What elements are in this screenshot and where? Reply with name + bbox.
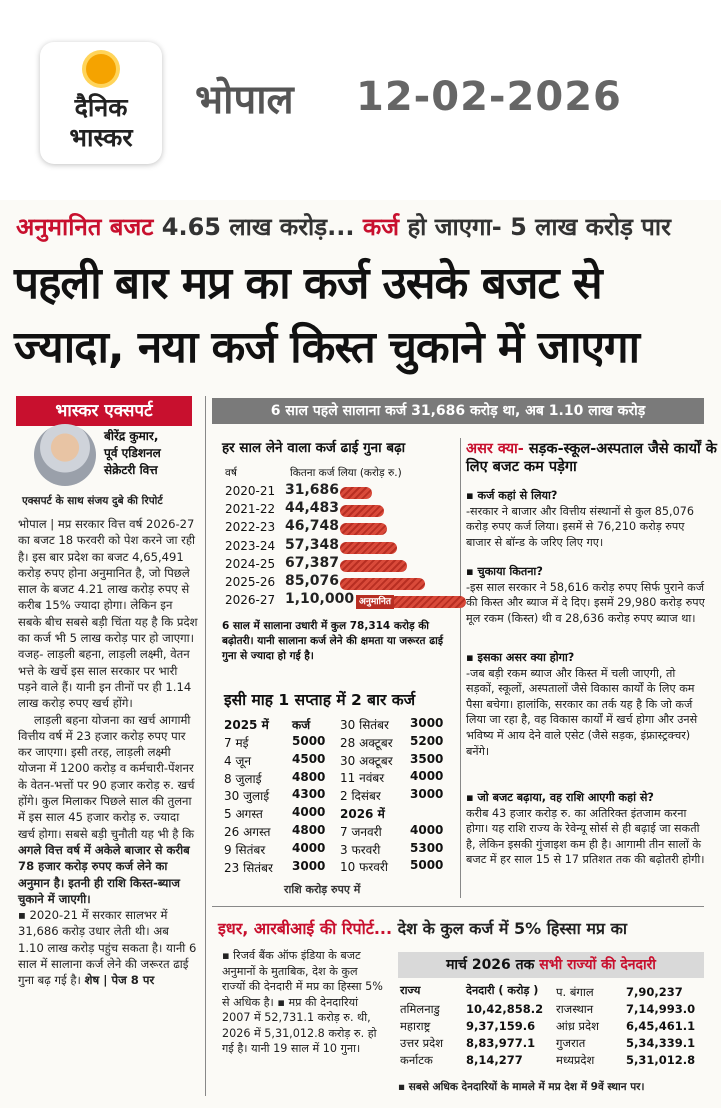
liability-footnote: ▪ सबसे अधिक देनदारियों के मामले में मप्र देश में 9वें स्थान पर। — [398, 1081, 645, 1093]
chart-value-label: 57,348 — [285, 536, 340, 553]
effect-head-red: असर क्या- — [466, 441, 524, 457]
chart-xlabel: वर्ष — [225, 467, 237, 479]
body-paragraph-2: लाड़ली बहना योजना का खर्च आगामी वित्तीय वर्ष में 23 हजार करोड़ रुपए पार कर जाएगा। इसी तरह, लाड़ली लक्ष्मी योजना में 1200 करोड़ व कर्मचारी-पेंशनर के वेतन-भत्तों पर 90 हजार करोड़ रु. खर्च होंगे। कुल मिलाकर पिछले साल की तुलना में इस साल 45 हजार करोड़ रु. ज्यादा खर्च होगा। सबसे बड़ी चुनौती यह भी है कि — [18, 712, 195, 841]
headline-line1: पहली बार मप्र का कर्ज उसके बजट से — [14, 258, 602, 309]
continued-link[interactable]: शेष | पेज 8 पर — [84, 973, 155, 988]
body-bullet-text: ▪ 2020-21 में सरकार सालभर में 31,686 करोड़ उधार लेती थी। अब 1.10 लाख करोड़ पहुंच सकता है। यानी 6 साल में सालाना कर्ज लेने की जरूरत ढाई गुना बढ़ गई है। — [18, 908, 197, 988]
chart-value-label: 46,748 — [285, 518, 340, 535]
expert-name-line1: बीरेंद्र कुमार, — [104, 429, 159, 443]
monthly-amount: 4800 — [292, 823, 326, 837]
chart-bar — [340, 578, 425, 590]
chart-value-label: 44,483 — [285, 500, 340, 517]
dainik-bhaskar-logo[interactable] — [40, 42, 162, 164]
kicker-red1: अनुमानित बजट — [16, 213, 154, 241]
monthly-amount: 3500 — [410, 751, 444, 766]
effect-a2: -इस साल सरकार ने 58,616 करोड़ रुपए सिर्फ पुराने कर्ज की किस्त और ब्याज में दे दिए। इसमें 29,980 करोड़ रुपए मूल रकम (किस्त) थी व 28,636 करोड़ रुपए ब्याज था। — [466, 580, 705, 625]
monthly-unit: राशि करोड़ रुपए में — [284, 883, 361, 896]
chart-bar — [340, 523, 387, 535]
monthly-date: 7 जनवरी — [340, 824, 382, 839]
monthly-head-year: 2025 में — [224, 718, 269, 732]
chart-annotation: अनुमानित — [356, 595, 394, 609]
kicker — [16, 210, 671, 243]
monthly-amount: 3000 — [410, 787, 444, 802]
monthly-amount: 4300 — [292, 787, 326, 802]
liability-table-title — [398, 952, 704, 978]
chart-year-label: 2022-23 — [225, 520, 276, 535]
ribbon: 6 साल पहले सालाना कर्ज 31,686 करोड़ था, अब 1.10 लाख करोड़ — [212, 398, 704, 424]
state-name: कर्नाटक — [400, 1053, 433, 1067]
city-name: भोपाल — [195, 77, 294, 123]
monthly-date: 2 दिसंबर — [340, 789, 381, 804]
chart-bar — [340, 487, 372, 499]
state-liability: 7,90,237 — [626, 985, 683, 999]
rbi-band-red: इधर, आरबीआई की रिपोर्ट... — [218, 919, 393, 938]
chart-year-label: 2021-22 — [225, 502, 276, 517]
monthly-amount: 4500 — [292, 751, 326, 766]
state-name: तमिलनाडु — [400, 1002, 440, 1016]
logo-line2: भास्कर — [69, 123, 133, 152]
liability-head-amount: देनदारी ( करोड़ ) — [466, 984, 539, 997]
monthly-title: इसी माह 1 सप्ताह में 2 बार कर्ज — [224, 691, 416, 709]
monthly-amount: 3000 — [292, 858, 326, 873]
monthly-amount: 4800 — [292, 769, 326, 784]
liability-title-red: सभी राज्यों की देनदारी — [539, 957, 656, 973]
state-liability: 8,83,977.1 — [466, 1036, 536, 1050]
headline-line2: ज्यादा, नया कर्ज किस्त चुकाने में जाएगा — [14, 322, 640, 373]
state-name: महाराष्ट्र — [400, 1019, 431, 1033]
effect-section-2 — [466, 564, 706, 626]
monthly-amount: 4000 — [410, 769, 444, 784]
chart-year-label: 2023-24 — [225, 538, 276, 553]
chart-year-label: 2026-27 — [225, 593, 276, 608]
kicker-dark2: हो जाएगा- 5 लाख करोड़ पार — [407, 213, 671, 241]
monthly-date: 28 अक्टूबर — [340, 735, 393, 750]
liability-title-dark: मार्च 2026 तक — [446, 957, 535, 973]
monthly-date: 10 फरवरी — [340, 860, 388, 875]
logo-line1: दैनिक — [74, 93, 128, 122]
chart-ylabel: कितना कर्ज लिया (करोड़ रु.) — [290, 467, 402, 479]
chart-value-label: 67,387 — [285, 554, 340, 571]
state-liability: 7,14,993.0 — [626, 1002, 696, 1016]
effect-heading — [466, 440, 721, 476]
monthly-date: 8 जुलाई — [224, 771, 262, 786]
state-liability: 10,42,858.2 — [466, 1002, 544, 1016]
expert-name-line3: सेक्रेटरी वित्त — [104, 463, 158, 477]
chart-year-label: 2024-25 — [225, 556, 276, 571]
state-name: मध्यप्रदेश — [556, 1053, 595, 1067]
effect-q1: ▪ कर्ज कहां से लिया? — [466, 489, 558, 502]
expert-label: भास्कर एक्सपर्ट — [16, 396, 192, 426]
monthly-date: 7 मई — [224, 736, 249, 750]
monthly-date: 2026 में — [340, 807, 385, 821]
effect-section-4 — [466, 790, 706, 868]
effect-head-rest: सड़क-स्कूल-अस्पताल जैसे कार्यों के लिए बजट कम पड़ेगा — [466, 441, 717, 475]
chart-title: हर साल लेने वाला कर्ज ढाई गुना बढ़ा — [222, 440, 406, 456]
monthly-amount: 5000 — [292, 734, 326, 748]
state-liability: 8,14,277 — [466, 1053, 523, 1067]
chart-value-label: 1,10,000 — [285, 591, 355, 608]
effect-section-1 — [466, 488, 706, 550]
liability-head-state: राज्य — [400, 984, 421, 997]
chart-note: 6 साल में सालाना उधारी में कुल 78,314 करोड़ की बढ़ोतरी। यानी सालाना कर्ज लेने की क्षमता या जरूरत ढाई गुना से ज्यादा हो गई है। — [222, 620, 443, 662]
chart-value-label: 31,686 — [285, 482, 340, 498]
expert-name — [104, 428, 161, 479]
monthly-amount: 4000 — [292, 805, 326, 820]
monthly-amount: 3000 — [410, 716, 444, 730]
byline: एक्सपर्ट के साथ संजय दुबे की रिपोर्ट — [22, 495, 163, 507]
body-paragraph-1: भोपाल | मप्र सरकार वित्त वर्ष 2026-27 का बजट 18 फरवरी को पेश करने जा रही है। इस बार प्रदेश का बजट 4,65,491 करोड़ रुपए होना अनुमानित है, जो पिछले साल के बजट 4.21 लाख करोड़ रुपए से करीब 15% ज्यादा होगा। लेकिन इन सबके बीच सबसे बड़ी चिंता यह है कि प्रदेश का कर्ज भी 5 लाख करोड़ पार हो जाएगा। वजह- लाड़ली बहना, लाड़ली लक्ष्मी, वेतन भत्ते के खर्चे इस साल सरकार पर भारी पड़ने वाले हैं। यानी इन तीनों पर ही 1.14 लाख करोड़ रुपए खर्च होंगे। — [18, 517, 198, 711]
effect-q3: ▪ इसका असर क्या होगा? — [466, 651, 575, 664]
inner-divider — [460, 438, 461, 898]
app-header — [0, 0, 721, 190]
kicker-red2: कर्ज — [362, 213, 400, 241]
monthly-amount: 4000 — [292, 840, 326, 855]
monthly-date: 30 जुलाई — [224, 789, 270, 804]
effect-a3: -जब बड़ी रकम ब्याज और किस्त में चली जाएगी, तो सड़कों, स्कूलों, अस्पतालों जैसे विकास कार्यों के लिए कम पैसा बचेगा। हालांकि, सरकार का तर्क यह है कि जो कर्ज लिया जा रहा है, वह विकास कार्यों में खर्च होगा और उनसे भविष्य में आय देने वाले एसेट (जैसे सड़क, इंफ्रास्ट्रक्चर) बनेंगे। — [466, 666, 698, 758]
chart-bar — [340, 505, 384, 517]
chart-value-label: 85,076 — [285, 573, 340, 589]
monthly-date: 23 सितंबर — [224, 860, 273, 875]
state-name: गुजरात — [556, 1036, 586, 1050]
monthly-date: 11 नवंबर — [340, 771, 385, 786]
monthly-date: 26 अगस्त — [224, 825, 271, 839]
effect-a1: -सरकार ने बाजार और वित्तीय संस्थानों से कुल 85,076 करोड़ रुपए कर्ज लिया। इसमें से 76,210 करोड़ रुपए बाजार से बॉन्ड के जरिए लिए गए। — [466, 504, 694, 549]
state-name: प. बंगाल — [556, 985, 594, 999]
article-body — [18, 516, 198, 989]
rbi-text: ▪ रिजर्व बैंक ऑफ इंडिया के बजट अनुमानों के मुताबिक, देश के कुल राज्यों की देनदारी में मप्र का हिस्सा 5% से अधिक है। ▪ मप्र की देनदारियां 2007 में 52,731.1 करोड़ रु. थी, 2026 में 5,31,012.8 करोड़ रु. हो गई है। यानी 19 साल में 10 गुना। — [222, 949, 383, 1055]
monthly-date: 5 अगस्त — [224, 807, 263, 822]
body-bullet — [18, 907, 198, 988]
effect-q2: ▪ चुकाया कितना? — [466, 565, 543, 578]
chart-year-label: 2020-21 — [225, 484, 276, 498]
chart-year-label: 2025-26 — [225, 575, 276, 589]
effect-a4: करीब 43 हजार करोड़ रु. का अतिरिक्त इंतजाम करना होगा। यह राशि राज्य के रेवेन्यू सोर्स से ही बढ़ाई जा सकती है, लेकिन इसकी गुंजाइश कम ही है। आगामी तीन सालों के बजट में हर साल 15 से 17 प्रतिशत तक की बढ़ोतरी होगी। — [466, 806, 705, 867]
monthly-date: 30 सितंबर — [340, 718, 389, 732]
expert-name-line2: पूर्व एडिशनल — [104, 446, 161, 460]
state-name: आंध्र प्रदेश — [556, 1019, 599, 1033]
kicker-dark1: 4.65 लाख करोड़... — [161, 213, 355, 241]
column-divider — [205, 396, 206, 1096]
monthly-amount: 5200 — [410, 733, 444, 748]
band-divider — [212, 906, 704, 907]
chart-bar — [340, 542, 397, 554]
sun-icon — [86, 54, 116, 84]
effect-q4: ▪ जो बजट बढ़ाया, वह राशि आएगी कहां से? — [466, 791, 654, 804]
body-bold: अगले वित्त वर्ष में अकेले बाजार से करीब 78 हजार करोड़ रुपए कर्ज लेने का अनुमान है। इतनी ही राशि किस्त-ब्याज चुकाने में जाएगी। — [18, 842, 190, 906]
monthly-date: 4 जून — [224, 753, 252, 768]
rbi-band — [218, 914, 704, 944]
state-name: उत्तर प्रदेश — [400, 1036, 444, 1050]
state-liability: 9,37,159.6 — [466, 1019, 536, 1033]
state-liability: 6,45,461.1 — [626, 1019, 696, 1033]
monthly-head-amount: कर्ज — [292, 718, 311, 732]
state-liability: 5,34,339.1 — [626, 1036, 696, 1050]
monthly-amount: 4000 — [410, 822, 444, 837]
state-name: राजस्थान — [556, 1002, 594, 1016]
monthly-date: 3 फरवरी — [340, 842, 381, 857]
monthly-date: 9 सितंबर — [224, 842, 266, 857]
edition-date: 12-02-2026 — [356, 74, 622, 120]
monthly-amount: 5000 — [410, 858, 444, 873]
rbi-band-dark: देश के कुल कर्ज में 5% हिस्सा मप्र का — [397, 919, 627, 938]
monthly-amount: 5300 — [410, 840, 444, 855]
monthly-date: 30 अक्टूबर — [340, 753, 393, 768]
state-liability: 5,31,012.8 — [626, 1053, 696, 1067]
chart-bar — [340, 560, 407, 572]
expert-photo — [34, 424, 96, 486]
effect-section-3 — [466, 650, 706, 759]
